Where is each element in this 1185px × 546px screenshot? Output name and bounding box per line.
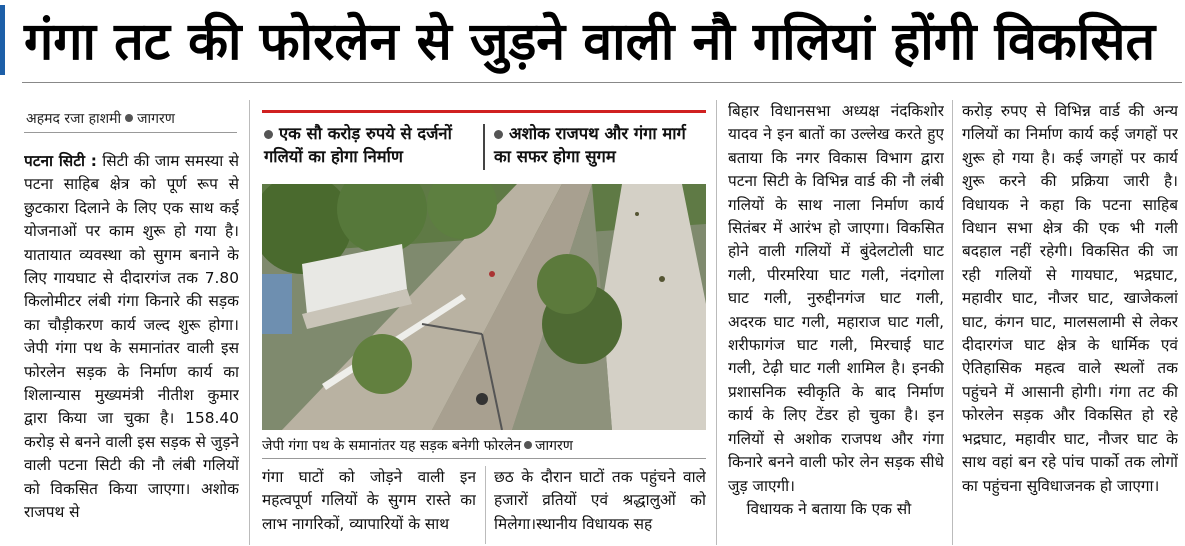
news-photo [262,184,706,430]
highlight-item [494,122,706,168]
dateline: पटना सिटी : [24,152,97,170]
byline-author: अहमद रजा हाशमी [26,111,122,127]
article-column-3 [494,466,706,546]
caption-text: जेपी गंगा पथ के समानांतर यह सड़क बनेगी फोरलेन [262,438,522,454]
byline-rule [24,132,237,133]
column-divider [952,100,953,545]
highlight-separator [483,124,485,170]
street-scene-image [262,184,706,430]
article-column-2 [262,466,476,546]
caption-source: जागरण [535,438,573,454]
column-1-text: सिटी की जाम समस्या से पटना साहिब क्षेत्र को पूर्ण रूप से छुटकारा दिलाने के लिए एक साथ कई योजनाओं पर काम शुरू हो गया है। यातायात व्यवस्था को सुगम बनाने के लिए गायघाट से दीदारगंज तक 7.80 किलोमीटर लंबी गंगा किनारे की सड़क का चौड़ीकरण कार्य जल्द शुरू होगा। जेपी गंगा पथ के समानांतर वाली इस फोरलेन सड़क के निर्माण कार्य का शिलान्यास मुख्यमंत्री नीतीश कुमार द्वारा किया जा चुका है। 158.40 करोड़ से बनने वाली इस सड़क से जुड़ने वाली पटना सिटी की नौ लंबी गलियों को विकसित किया जाएगा। अशोक राजपथ से [24,152,239,522]
column-3-text: छठ के दौरान घाटों तक पहुंचने वाले हजारों व्रतियों एवं श्रद्धालुओं को मिलेगा।स्थानीय विधायक सह [494,468,706,533]
column-divider [249,100,250,545]
column-divider [485,466,486,544]
column-5-text: करोड़ रुपए से विभिन्न वार्ड की अन्य गलियों का निर्माण कार्य कई जगहों पर शुरू हो गया है। कई जगहों पर कार्य शुरू करने की प्रक्रिया जारी है। विधायक ने कहा कि पटना साहिब विधान सभा क्षेत्र की एक भी गली बदहाल नहीं रहेगी। विकसित की जा रही गलियों से गायघाट, भद्रघाट, महावीर घाट, नौजर घाट, खाजेकलां घाट, कंगन घाट, मालसलामी से लेकर दीदारगंज घाट क्षेत्र के धार्मिक एवं ऐतिहासिक महत्व वाले स्थलों तक पहुंचने में आसानी होगी। गंगा तट की फोरलेन सड़क और विकसित हो रहे भद्रघाट, महावीर घाट, नौजर घाट के साथ वहां बन रहे पांच पार्को तक लोगों का पहुंचना सुविधाजनक हो जाएगा। [962,102,1178,495]
highlight-item [264,122,476,168]
byline-source: जागरण [137,111,175,127]
headline: गंगा तट की फोरलेन से जुड़ने वाली नौ गलियां होंगी विकसित [24,12,1156,72]
column-4-tail: विधायक ने बताया कि एक सौ [746,499,912,518]
column-2-text: गंगा घाटों को जोड़ने वाली इन महत्वपूर्ण गलियों के सुगम रास्ते का लाभ नागरिकों, व्यापारियों के साथ [262,468,476,533]
headline-rule [22,82,1182,83]
article-column-5 [962,100,1178,545]
bullet-icon [264,130,273,139]
column-divider [716,100,717,545]
column-4-text: बिहार विधानसभा अध्यक्ष नंदकिशोर यादव ने इन बातों का उल्लेख करते हुए बताया कि नगर विकास विभाग द्वारा पटना सिटी के विभिन्न वार्ड की नौ लंबी गलियों के साथ नाला निर्माण कार्य सितंबर में आरंभ हो जाएगा। विकसित होने वाली गलियों में बुंदेलटोली घाट गली, पीरमरिया घाट गली, नंदगोला घाट गली, नुरुद्दीनगंज घाट गली, अदरक घाट गली, महाराज घाट गली, शरीफागंज घाट गली, मिरचाई घाट गली, टेढ़ी घाट गली शामिल है। इनकी प्रशासनिक स्वीकृति के बाद निर्माण कार्य के लिए टेंडर हो चुका है। इन गलियों से अशोक राजपथ और गंगा किनारे बनने वाली फोर लेन सड़क सीधे जुड़ जाएगी। [728,102,944,495]
byline [26,109,236,128]
bullet-icon [524,441,532,449]
article-column-1 [24,150,239,545]
bullet-icon [494,130,503,139]
caption-rule [262,458,706,459]
highlight-text: अशोक राजपथ और गंगा मार्ग का सफर होगा सुगम [494,124,686,166]
photo-caption [262,436,706,455]
bullet-icon [125,114,133,122]
article-column-4 [728,100,944,545]
headline-accent-bar [0,5,5,75]
highlight-text: एक सौ करोड़ रुपये से दर्जनों गलियों का होगा निर्माण [264,124,452,166]
